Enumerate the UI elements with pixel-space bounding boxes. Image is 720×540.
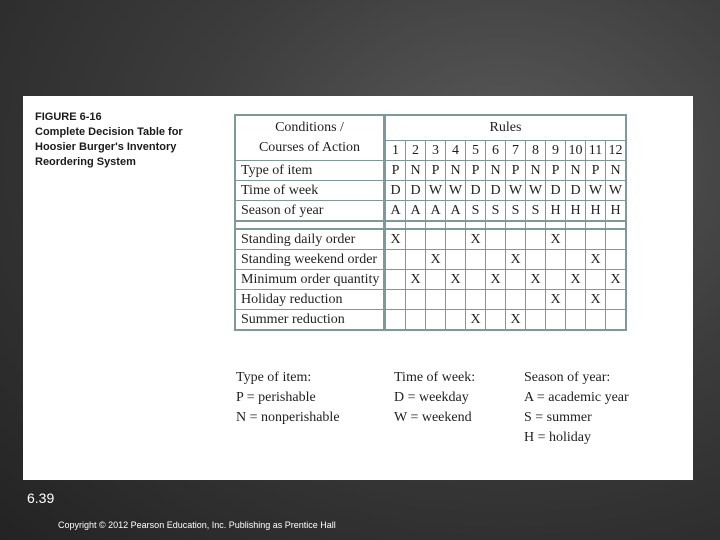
rule-cell: S xyxy=(466,201,486,222)
rule-cell xyxy=(526,229,546,250)
rule-cell: X xyxy=(566,270,586,290)
rule-cell: P xyxy=(586,161,606,181)
copyright-notice: Copyright © 2012 Pearson Education, Inc. Publishing as Prentice Hall xyxy=(58,520,336,530)
rule-cell xyxy=(486,310,506,331)
figure-caption xyxy=(35,110,215,170)
legend-time-of-week xyxy=(394,368,475,428)
rule-cell: D xyxy=(385,181,406,201)
legend-item: D = weekday xyxy=(394,390,469,405)
rule-cell xyxy=(506,270,526,290)
rule-cell xyxy=(426,270,446,290)
legend-season-of-year xyxy=(524,368,629,448)
rule-cell xyxy=(586,270,606,290)
rule-cell: N xyxy=(406,161,426,181)
rule-number: 4 xyxy=(446,141,466,161)
rule-cell xyxy=(586,310,606,331)
rule-cell xyxy=(385,270,406,290)
rule-cell xyxy=(566,310,586,331)
separator-cell xyxy=(466,221,486,229)
legend-item: S = summer xyxy=(524,410,592,425)
condition-row xyxy=(235,161,626,181)
rule-cell: X xyxy=(546,229,566,250)
legend-title: Time of week: xyxy=(394,370,476,385)
rule-cell xyxy=(406,229,426,250)
rule-cell xyxy=(566,290,586,310)
rule-cell: W xyxy=(606,181,627,201)
rule-cell: A xyxy=(446,201,466,222)
rule-cell xyxy=(446,250,466,270)
legend-title: Type of item: xyxy=(236,370,312,385)
rule-cell xyxy=(466,270,486,290)
rule-cell xyxy=(506,229,526,250)
rule-cell: X xyxy=(606,270,627,290)
action-row xyxy=(235,310,626,331)
rule-cell xyxy=(385,310,406,331)
rule-number: 5 xyxy=(466,141,486,161)
action-row xyxy=(235,229,626,250)
rule-cell: X xyxy=(466,310,486,331)
decision-table xyxy=(234,114,627,331)
rule-cell: W xyxy=(586,181,606,201)
rule-cell: D xyxy=(406,181,426,201)
rule-cell xyxy=(506,290,526,310)
rule-cell: N xyxy=(446,161,466,181)
rule-cell xyxy=(486,290,506,310)
rule-cell xyxy=(566,250,586,270)
figure-title-line: Hoosier Burger's Inventory xyxy=(35,141,177,153)
rule-cell: X xyxy=(506,310,526,331)
rule-cell: P xyxy=(546,161,566,181)
separator-cell xyxy=(486,221,506,229)
condition-row xyxy=(235,201,626,222)
rule-cell xyxy=(466,290,486,310)
rule-cell: H xyxy=(546,201,566,222)
rule-cell: N xyxy=(486,161,506,181)
rule-cell: D xyxy=(486,181,506,201)
figure-number: FIGURE 6-16 xyxy=(35,111,102,123)
condition-row-label: Type of item xyxy=(235,161,385,181)
separator-cell xyxy=(526,221,546,229)
action-row-label: Minimum order quantity xyxy=(235,270,385,290)
legend-item: N = nonperishable xyxy=(236,410,340,425)
action-row-label: Summer reduction xyxy=(235,310,385,331)
rule-cell: P xyxy=(466,161,486,181)
rule-cell: A xyxy=(385,201,406,222)
rule-number: 2 xyxy=(406,141,426,161)
legend-item: H = holiday xyxy=(524,430,591,445)
rule-number: 6 xyxy=(486,141,506,161)
rule-cell xyxy=(546,250,566,270)
rule-cell: X xyxy=(426,250,446,270)
rule-cell: X xyxy=(546,290,566,310)
condition-row-label: Time of week xyxy=(235,181,385,201)
action-row xyxy=(235,270,626,290)
rule-cell: W xyxy=(526,181,546,201)
rule-cell: N xyxy=(566,161,586,181)
separator-cell xyxy=(606,221,627,229)
separator-cell xyxy=(446,221,466,229)
separator-cell xyxy=(385,221,406,229)
rule-cell: N xyxy=(526,161,546,181)
action-row xyxy=(235,250,626,270)
rule-cell: D xyxy=(566,181,586,201)
legend-item: W = weekend xyxy=(394,410,472,425)
legend-title: Season of year: xyxy=(524,370,611,385)
rule-cell xyxy=(385,250,406,270)
conditions-header xyxy=(235,115,385,161)
condition-row-label: Season of year xyxy=(235,201,385,222)
rule-cell xyxy=(526,310,546,331)
legend-type-of-item xyxy=(236,368,340,428)
rule-cell: H xyxy=(606,201,627,222)
rule-cell: S xyxy=(526,201,546,222)
rule-cell: P xyxy=(385,161,406,181)
rule-cell xyxy=(426,290,446,310)
rule-cell xyxy=(546,270,566,290)
conditions-header-line: Conditions / xyxy=(275,120,344,135)
rule-cell xyxy=(426,310,446,331)
rule-number: 10 xyxy=(566,141,586,161)
rule-cell xyxy=(546,310,566,331)
rule-cell: H xyxy=(566,201,586,222)
rule-cell: W xyxy=(426,181,446,201)
rule-cell: X xyxy=(586,250,606,270)
rule-cell: W xyxy=(446,181,466,201)
rule-cell xyxy=(385,290,406,310)
slide-number: 6.39 xyxy=(27,490,55,506)
rule-cell xyxy=(406,290,426,310)
rule-number: 8 xyxy=(526,141,546,161)
rule-cell: H xyxy=(586,201,606,222)
rule-cell xyxy=(606,290,627,310)
rule-number: 12 xyxy=(606,141,627,161)
rule-cell xyxy=(606,310,627,331)
figure-panel xyxy=(23,96,693,480)
rule-cell: X xyxy=(446,270,466,290)
rule-number: 11 xyxy=(586,141,606,161)
separator-cell xyxy=(235,221,385,229)
rule-cell xyxy=(426,229,446,250)
rule-cell xyxy=(486,250,506,270)
rule-cell: D xyxy=(466,181,486,201)
separator-cell xyxy=(546,221,566,229)
rule-cell: X xyxy=(506,250,526,270)
rule-number: 9 xyxy=(546,141,566,161)
separator-cell xyxy=(506,221,526,229)
rule-cell: S xyxy=(506,201,526,222)
legend-item: A = academic year xyxy=(524,390,629,405)
rule-cell xyxy=(586,229,606,250)
rule-cell xyxy=(406,310,426,331)
rule-cell: S xyxy=(486,201,506,222)
rule-cell: X xyxy=(466,229,486,250)
rule-cell xyxy=(526,290,546,310)
rules-header: Rules xyxy=(385,115,627,141)
rule-cell xyxy=(446,310,466,331)
rule-cell: D xyxy=(546,181,566,201)
rule-cell: W xyxy=(506,181,526,201)
rule-cell xyxy=(486,229,506,250)
rule-cell: P xyxy=(426,161,446,181)
figure-title-line: Complete Decision Table for xyxy=(35,126,183,138)
conditions-header-line: Courses of Action xyxy=(258,140,361,155)
action-row-label: Standing weekend order xyxy=(235,250,385,270)
header-row xyxy=(235,115,626,141)
separator-cell xyxy=(406,221,426,229)
rule-cell: P xyxy=(506,161,526,181)
rule-cell xyxy=(406,250,426,270)
action-row-label: Standing daily order xyxy=(235,229,385,250)
separator-cell xyxy=(426,221,446,229)
rule-cell: X xyxy=(526,270,546,290)
rule-cell xyxy=(466,250,486,270)
rule-cell: A xyxy=(426,201,446,222)
condition-row xyxy=(235,181,626,201)
rule-cell: X xyxy=(586,290,606,310)
rule-number: 1 xyxy=(385,141,406,161)
rule-cell: N xyxy=(606,161,627,181)
rule-cell: X xyxy=(406,270,426,290)
action-row xyxy=(235,290,626,310)
figure-title-line: Reordering System xyxy=(35,156,136,168)
action-row-label: Holiday reduction xyxy=(235,290,385,310)
rule-cell: X xyxy=(486,270,506,290)
rule-cell: X xyxy=(385,229,406,250)
section-separator xyxy=(235,221,626,229)
rule-cell xyxy=(566,229,586,250)
legend-item: P = perishable xyxy=(236,390,316,405)
rule-cell xyxy=(606,229,627,250)
rule-cell xyxy=(446,229,466,250)
rule-cell xyxy=(446,290,466,310)
rule-cell xyxy=(526,250,546,270)
separator-cell xyxy=(566,221,586,229)
rule-cell xyxy=(606,250,627,270)
rule-cell: A xyxy=(406,201,426,222)
rule-number: 3 xyxy=(426,141,446,161)
separator-cell xyxy=(586,221,606,229)
rule-number: 7 xyxy=(506,141,526,161)
